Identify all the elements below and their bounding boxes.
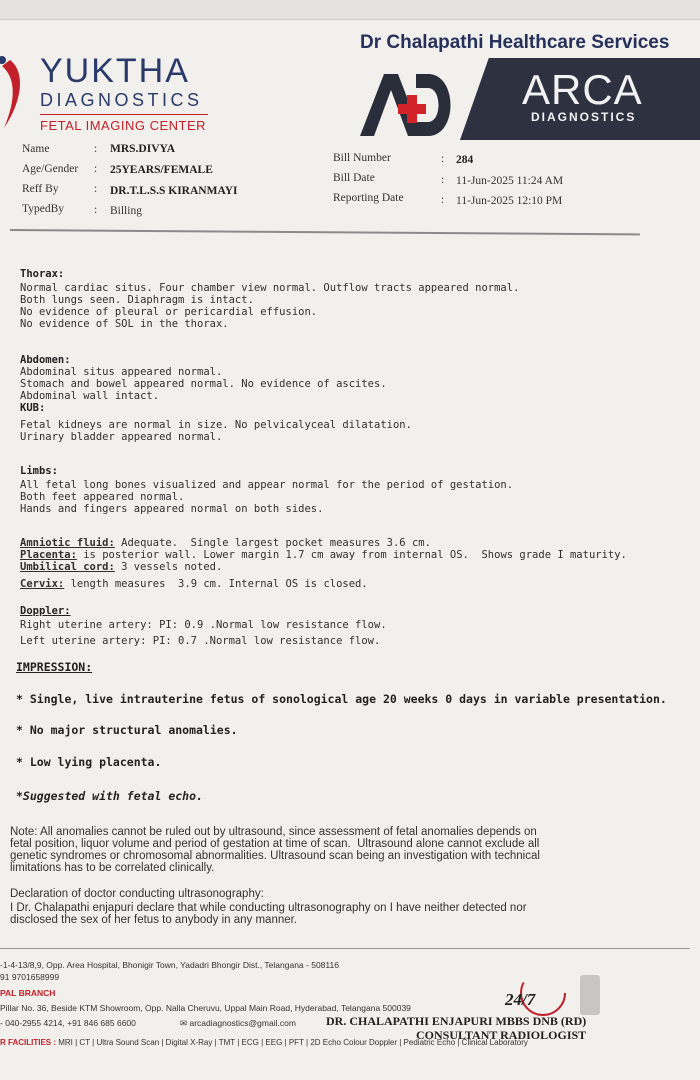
- cervix-line: [20, 578, 368, 590]
- phone-graphic: [580, 975, 600, 1015]
- bill-date-value: 11-Jun-2025 11:24 AM: [456, 175, 564, 187]
- name-label: Name: [22, 143, 50, 155]
- colon: :: [441, 194, 445, 206]
- typed-value: Billing: [110, 205, 142, 217]
- bill-number-label: Bill Number: [333, 152, 391, 164]
- footer-address-1: -1-4-13/8,9, Opp. Area Hospital, Bhonigir Town, Yadadri Bhongir Dist., Telangana - 508116: [0, 960, 339, 970]
- footer-email: arcadiagnostics@gmail.com: [189, 1018, 296, 1028]
- hospital-name: Dr Chalapathi Healthcare Services: [360, 32, 670, 53]
- thorax-line-2: Both lungs seen. Diaphragm is intact.: [20, 294, 254, 306]
- amniotic-label: Amniotic fluid:: [20, 537, 115, 549]
- note-line-3: genetic syndromes or chromosomal abnormalities. Ultrasound scan being an investigation with technical: [10, 850, 540, 862]
- name-value: MRS.DIVYA: [110, 143, 176, 155]
- arca-sub: DIAGNOSTICS: [531, 110, 637, 124]
- impression-4: *Suggested with fetal echo.: [16, 789, 203, 803]
- declaration-line-1: I Dr. Chalapathi enjapuri declare that while conducting ultrasonography on I have neither detected nor: [10, 902, 527, 914]
- yuktha-sub: DIAGNOSTICS: [40, 90, 203, 110]
- yuktha-logo: [0, 50, 230, 140]
- kub-line-2: Urinary bladder appeared normal.: [20, 431, 223, 443]
- ref-value: DR.T.L.S.S KIRANMAYI: [110, 185, 238, 197]
- colon: :: [94, 204, 98, 216]
- facilities-label: R FACILITIES :: [0, 1038, 56, 1047]
- cord-text: 3 vessels noted.: [114, 561, 223, 573]
- doctor-name: DR. CHALAPATHI ENJAPURI MBBS DNB (RD): [326, 1014, 587, 1028]
- doppler-line-2: Left uterine artery: PI: 0.7 .Normal low resistance flow.: [20, 635, 381, 647]
- cervix-text: length measures 3.9 cm. Internal OS is closed.: [64, 578, 368, 590]
- colon: :: [441, 174, 445, 186]
- doppler-heading: Doppler:: [20, 605, 71, 617]
- declaration-line-2: disclosed the sex of her fetus to anybody in any manner.: [10, 914, 298, 926]
- note-line-4: limitations has to be correlated clinically.: [10, 862, 215, 874]
- abdomen-line-3: Abdominal wall intact.: [20, 390, 160, 402]
- bill-date-label: Bill Date: [333, 172, 375, 184]
- header-divider: [10, 229, 640, 235]
- yuktha-tagline: FETAL IMAGING CENTER: [40, 118, 207, 133]
- footer-phone-1: 91 9701658999: [0, 972, 60, 982]
- facilities-list: MRI | CT | Ultra Sound Scan | Digital X-Ray | TMT | ECG | EEG | PFT | 2D Echo Colour Doppler | Pediatric Echo | Clinical Laboratory: [56, 1038, 528, 1047]
- doctor-title: CONSULTANT RADIOLOGIST: [416, 1028, 587, 1042]
- limbs-line-1: All fetal long bones visualized and appear normal for the period of gestation.: [20, 479, 514, 491]
- abdomen-heading: Abdomen:: [20, 354, 71, 366]
- impression-3: * Low lying placenta.: [16, 755, 162, 769]
- umbilical-cord-line: [20, 561, 222, 573]
- arca-name: ARCA: [522, 66, 643, 113]
- yuktha-swoosh-icon: [0, 50, 32, 140]
- placenta-text: is posterior wall. Lower margin 1.7 cm away from internal OS. Shows grade I maturity.: [76, 549, 627, 561]
- mail-icon: ✉: [180, 1018, 190, 1028]
- kub-heading: KUB:: [20, 402, 46, 414]
- placenta-line: [20, 549, 627, 561]
- age-label: Age/Gender: [22, 163, 79, 175]
- note-line-2: fetal position, liquor volume and period of gestation at time of scan. Ultrasound alone cannot exclude all: [10, 838, 540, 850]
- thorax-heading: Thorax:: [20, 268, 65, 280]
- ref-label: Reff By: [22, 183, 59, 195]
- colon: :: [441, 153, 445, 165]
- top-edge: [0, 0, 700, 20]
- limbs-line-2: Both feet appeared normal.: [20, 491, 185, 503]
- amniotic-fluid-line: [20, 537, 431, 549]
- impression-1: * Single, live intrauterine fetus of sonological age 20 weeks 0 days in variable presentation.: [16, 692, 667, 706]
- footer-email-row: [180, 1018, 296, 1029]
- footer-branch-label: PAL BRANCH: [0, 988, 56, 998]
- colon: :: [94, 143, 98, 155]
- thorax-line-1: Normal cardiac situs. Four chamber view normal. Outflow tracts appeared normal.: [20, 282, 520, 294]
- footer-phone-2: - 040-2955 4214, +91 846 685 6600: [0, 1018, 136, 1028]
- badge-24-7: 24/7: [505, 990, 536, 1009]
- thorax-line-4: No evidence of SOL in the thorax.: [20, 318, 229, 330]
- yuktha-name: YUKTHA: [40, 52, 190, 90]
- kub-line-1: Fetal kidneys are normal in size. No pelvicalyceal dilatation.: [20, 419, 412, 431]
- reporting-date-label: Reporting Date: [333, 192, 404, 204]
- note-line-1: Note: All anomalies cannot be ruled out by ultrasound, since assessment of fetal anomalies depends on: [10, 826, 537, 838]
- cord-label: Umbilical cord:: [20, 561, 115, 573]
- doppler-line-1: Right uterine artery: PI: 0.9 .Normal low resistance flow.: [20, 619, 387, 631]
- impression-2: * No major structural anomalies.: [16, 723, 238, 737]
- reporting-date-value: 11-Jun-2025 12:10 PM: [456, 195, 563, 207]
- abdomen-line-1: Abdominal situs appeared normal.: [20, 366, 223, 378]
- amniotic-text: Adequate. Single largest pocket measures 3.6 cm.: [114, 537, 431, 549]
- footer-divider: [0, 948, 690, 949]
- colon: :: [94, 183, 98, 195]
- impression-heading: IMPRESSION:: [16, 660, 93, 674]
- limbs-line-3: Hands and fingers appeared normal on both sides.: [20, 503, 324, 515]
- bill-number-value: 284: [456, 154, 474, 166]
- facilities-bar: [0, 1038, 640, 1052]
- colon: :: [94, 163, 98, 175]
- placenta-label: Placenta:: [20, 549, 77, 561]
- age-value: 25YEARS/FEMALE: [110, 164, 213, 176]
- typed-label: TypedBy: [22, 203, 64, 215]
- footer-address-2: Pillar No. 36, Beside KTM Showroom, Opp. Nalla Cheruvu, Uppal Main Road, Hyderabad, Telangana 500039: [0, 1003, 411, 1013]
- declaration-heading: Declaration of doctor conducting ultrasonography:: [10, 888, 264, 900]
- ad-logo-icon: [358, 70, 458, 138]
- limbs-heading: Limbs:: [20, 465, 58, 477]
- abdomen-line-2: Stomach and bowel appeared normal. No evidence of ascites.: [20, 378, 387, 390]
- thorax-line-3: No evidence of pleural or pericardial effusion.: [20, 306, 318, 318]
- cervix-label: Cervix:: [20, 578, 65, 590]
